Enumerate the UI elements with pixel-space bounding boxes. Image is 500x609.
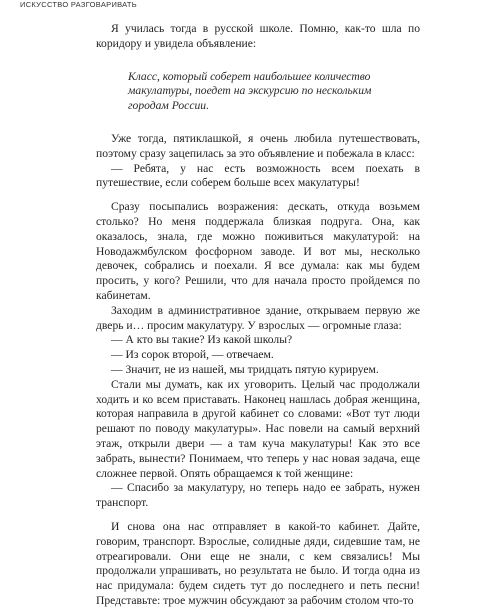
dialogue-line: — Из сорок второй, — отвечаем. [111, 348, 274, 362]
paragraph: Я училась тогда в русской школе. Помню, как-то шла по коридору и увидела объявление: [96, 22, 420, 50]
running-head: ИСКУССТВО РАЗГОВАРИВАТЬ [20, 0, 138, 9]
page-body [96, 22, 420, 609]
dialogue-line: — Спасибо за макулатуру, но теперь надо ее забрать, нужен транспорт. [96, 481, 420, 510]
dialogue-line: — Ребята, у нас есть возможность всем поехать в путешествие, если соберем больше всех макулатуры! [96, 161, 420, 190]
dialogue-line: — А кто вы такие? Из какой школы? [111, 333, 293, 347]
paragraph: Заходим в административное здание, открываем первую же дверь и… просим макулатуру. У взрослых — огромные глаза: [96, 303, 420, 332]
paragraph: Сразу посыпались возражения: дескать, откуда возьмем столько? Но меня поддержала близкая подруга. Она, как оказалось, знала, где можно поживиться макулатурой: на Новодажмбулском фосфорном заводе. И вот мы, несколько девочек, собрались и поехали. Я все думала: как мы будем просить, у кого? Решили, что для начала просто пройдемся по кабинетам. [96, 200, 420, 302]
paragraph: И снова она нас отправляет в какой-то кабинет. Дайте, говорим, транспорт. Взрослые, солидные дяди, сидевшие там, не отреагировали. Они еще не знали, с кем связались! Мы продолжали упрашивать, но результата не было. И тогда одна из нас придумала: будем сидеть тут до последнего и петь песни! Представьте: трое мужчин обсуждают за рабочим столом что-то [96, 519, 420, 607]
dialogue-line: — Значит, не из нашей, мы тридцать пятую курируем. [111, 362, 379, 376]
quote-block: Класс, который соберет наибольшее количество макулатуры, поедет на экскурсию по нескольким городам России. [128, 69, 372, 113]
paragraph: Уже тогда, пятиклашкой, я очень любила путешествовать, поэтому сразу зацепилась за это объявление и побежала в класс: [96, 131, 420, 160]
paragraph: Стали мы думать, как их уговорить. Целый час продолжали ходить и ко всем приставать. Наконец нашлась добрая женщина, которая направила в другой кабинет со словами: «Вот тут люди решают по поводу макулатуры». Нас повели на самый верхний этаж, открыли двери — а там куча макулатуры! Как это все забрать, вынести? Понимаем, что теперь у нас новая задача, еще сложнее первой. Опять обращаемся к той женщине: [96, 377, 420, 480]
